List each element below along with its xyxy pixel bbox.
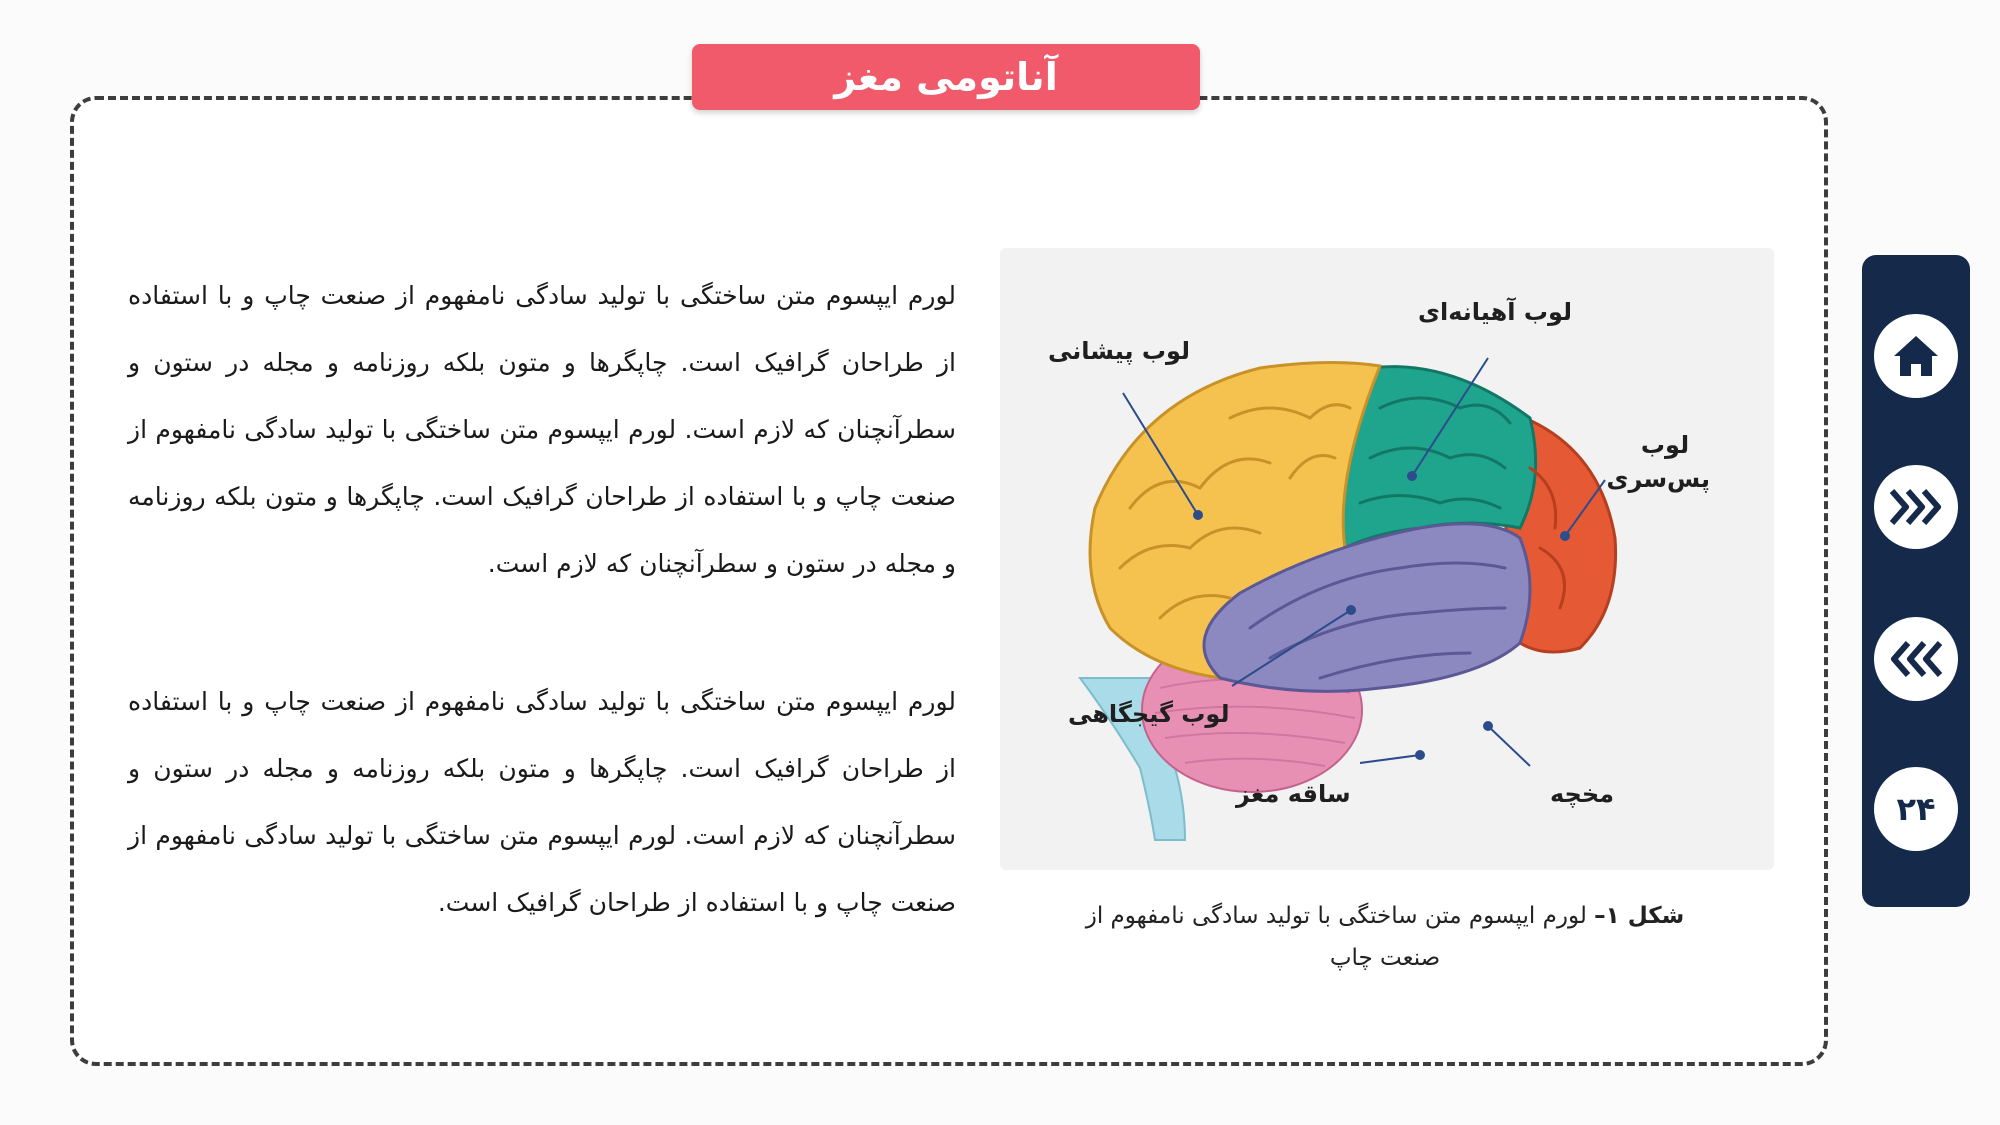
label-frontal: لوب پیشانی [1048,337,1191,365]
next-button[interactable] [1874,465,1958,549]
prev-button[interactable] [1874,617,1958,701]
caption-text: لورم ایپسوم متن ساختگی با تولید سادگی نامفهوم از صنعت چاپ [1085,903,1595,971]
title-banner [692,44,1200,110]
page-number-badge [1874,767,1958,851]
chevrons-right-icon [1888,487,1944,527]
home-button[interactable] [1874,314,1958,398]
chevrons-left-icon [1888,639,1944,679]
label-occipital-line1: لوب [1640,431,1690,459]
page-number: ۲۴ [1896,790,1936,828]
label-cerebellum: مخچه [1550,780,1615,808]
paragraph-1: لورم ایپسوم متن ساختگی با تولید سادگی نامفهوم از صنعت چاپ و با استفاده از طراحان گرافیک است. چاپگرها و متون بلکه روزنامه و مجله در ستون و سطرآنچنان که لازم است. لورم ایپسوم متن ساختگی با تولید سادگی نامفهوم از صنعت چاپ و با استفاده از طراحان گرافیک است. چاپگرها و متون بلکه روزنامه و مجله در ستون و سطرآنچنان که لازم است. [128,281,956,578]
caption-bold: شکل ۱– [1594,903,1685,929]
label-occipital-line2: پس‌سری [1606,465,1710,493]
label-brainstem: ساقه مغز [1236,780,1351,808]
page-title: آناتومی مغز [834,55,1058,99]
label-temporal: لوب گیجگاهی [1068,700,1230,728]
label-occipital [1606,428,1710,496]
paragraph-2: لورم ایپسوم متن ساختگی با تولید سادگی نامفهوم از صنعت چاپ و با استفاده از طراحان گرافیک است. چاپگرها و متون بلکه روزنامه و مجله در ستون و سطرآنچنان که لازم است. لورم ایپسوم متن ساختگی با تولید سادگی نامفهوم از صنعت چاپ و با استفاده از طراحان گرافیک است. [128,687,956,917]
home-icon [1890,332,1942,380]
label-parietal: لوب آهیانه‌ای [1418,298,1572,326]
figure-caption [1080,895,1690,979]
